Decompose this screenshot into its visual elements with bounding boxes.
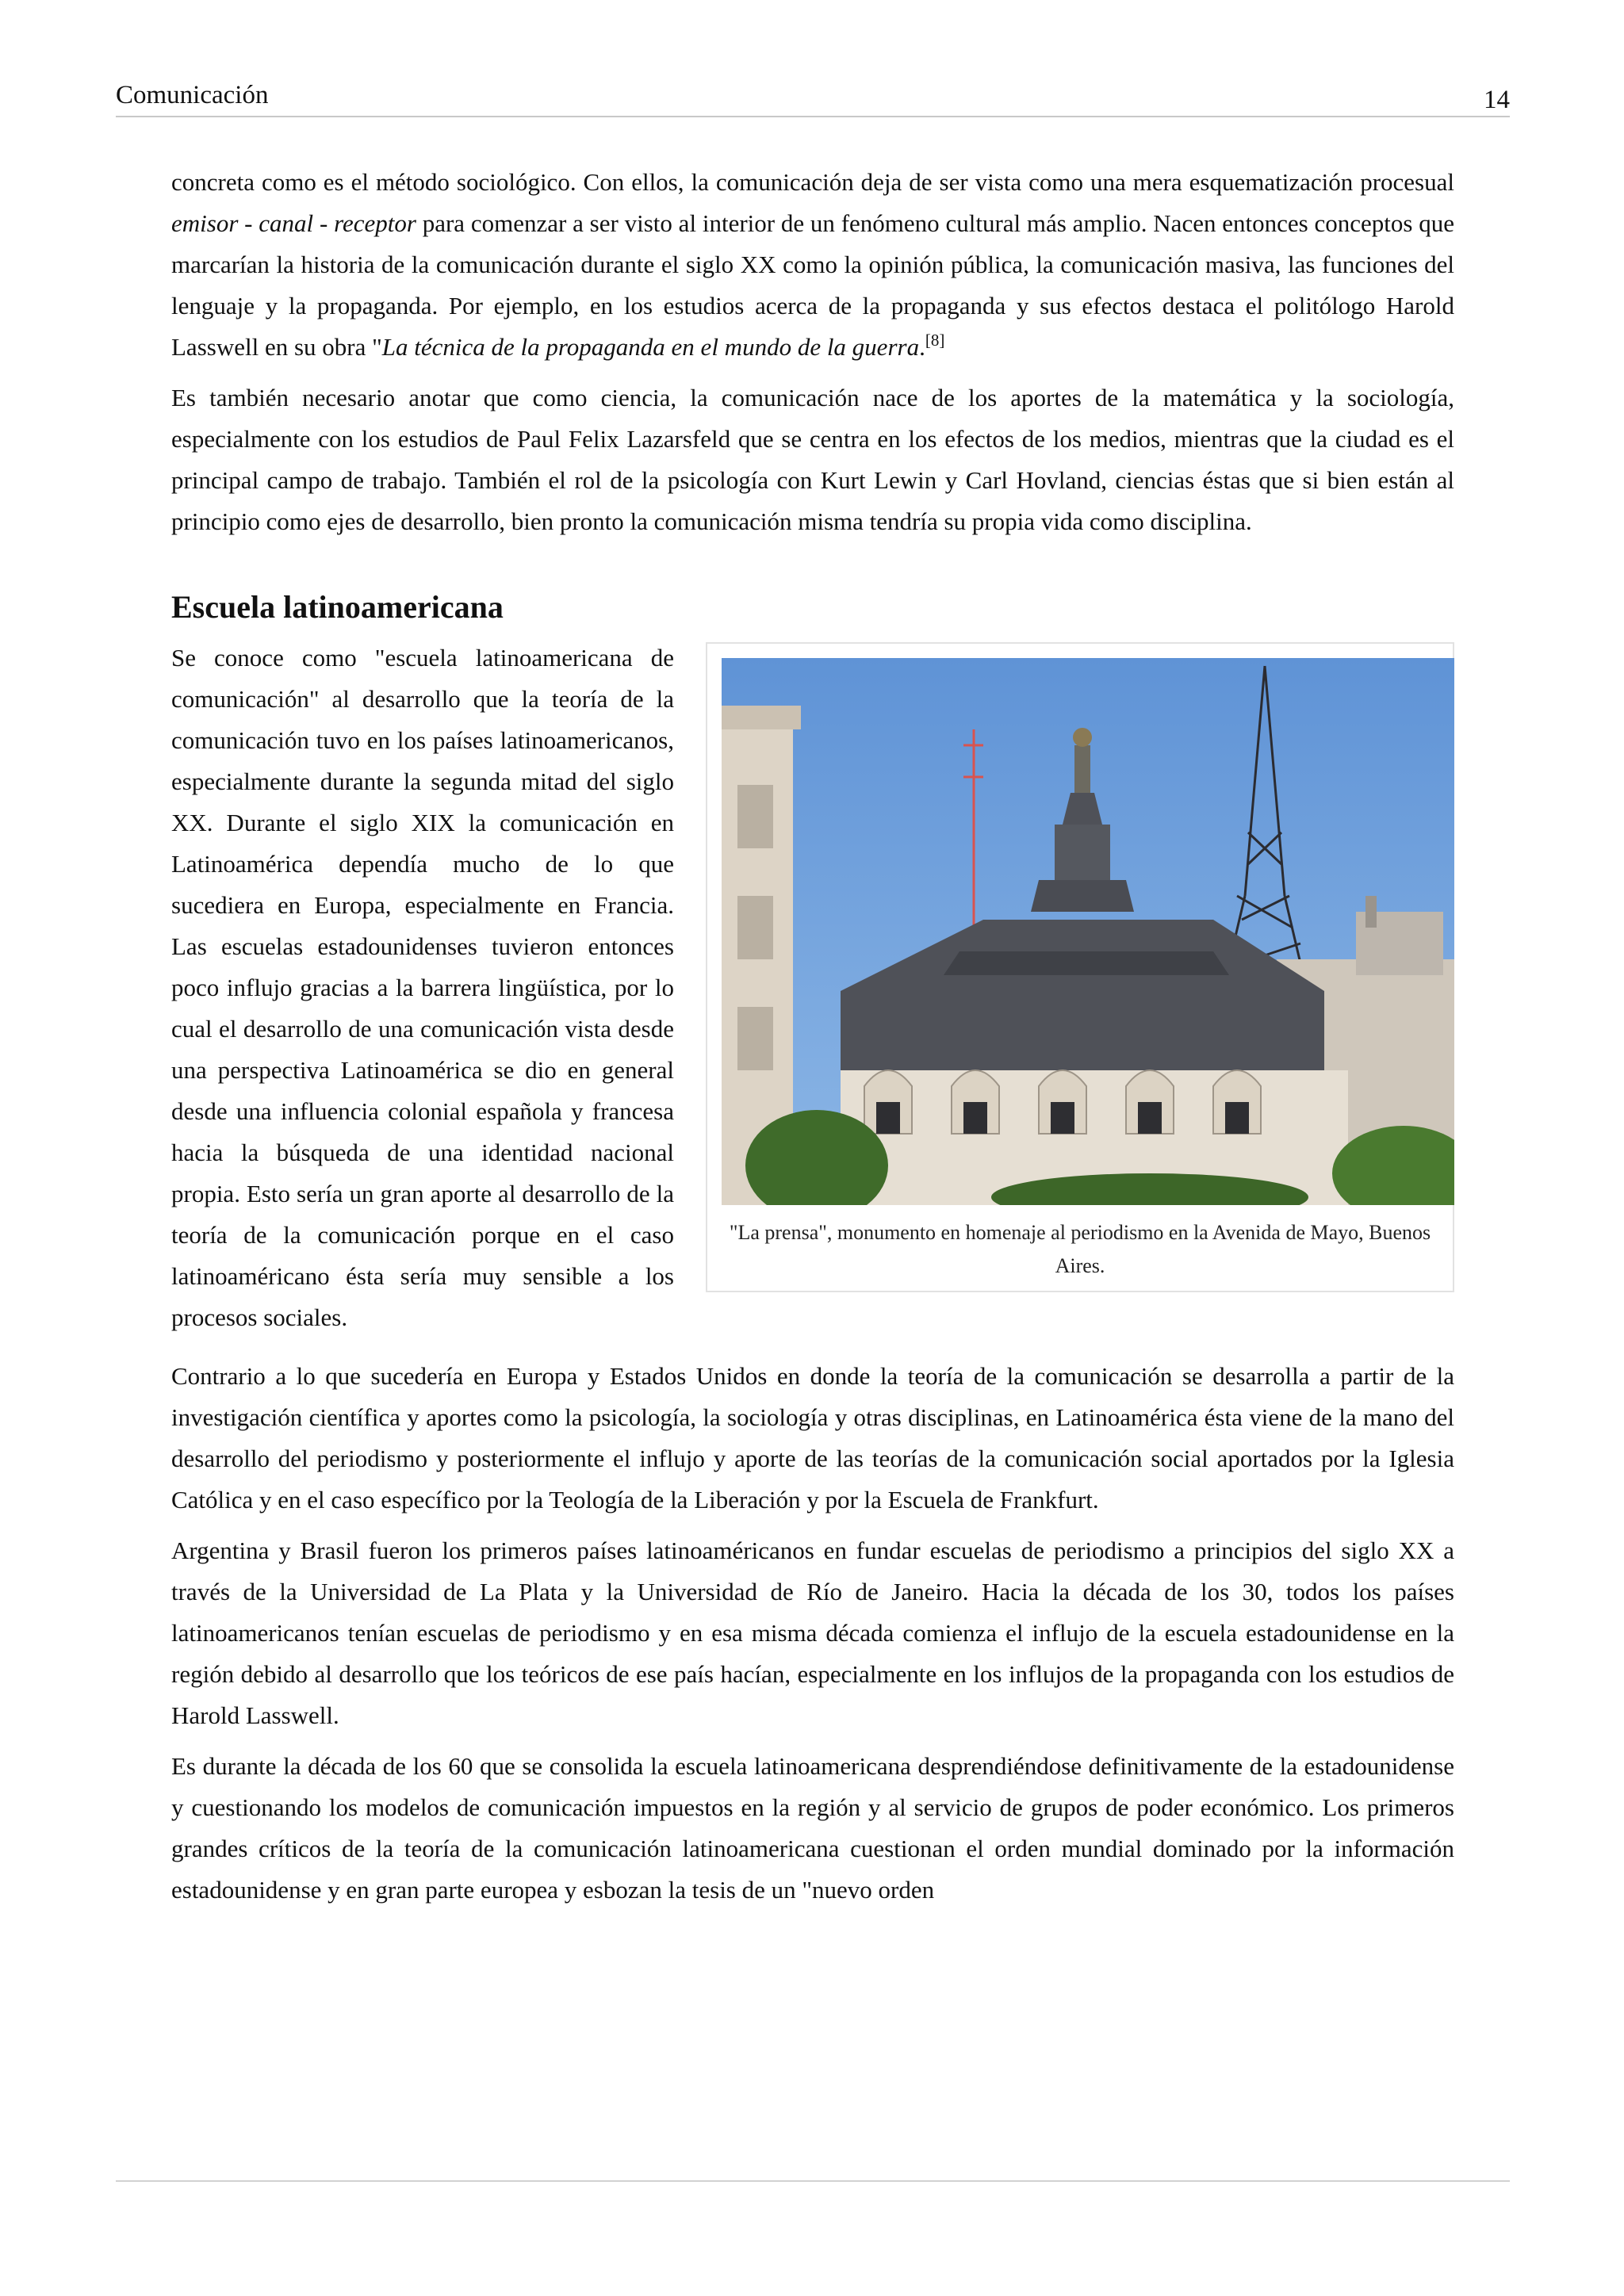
page-header bbox=[116, 79, 1510, 117]
section-heading: Escuela latinoamericana bbox=[171, 589, 504, 625]
italic-term: emisor - canal - receptor bbox=[171, 209, 416, 237]
article-body bbox=[171, 162, 1454, 1911]
reference-link[interactable]: [8] bbox=[925, 331, 945, 350]
paragraph: Contrario a lo que sucedería en Europa y Estados Unidos en donde la teoría de la comunicación se desarrolla a partir de la investigación científica y aportes como la psicología, la sociología y otras disciplinas, en Latinoamérica ésta viene de la mano del desarrollo del periodismo y posteriormente el influjo y aporte de las teorías de la comunicación social aportados por la Iglesia Católica y en el caso específico por la Teología de la Liberación y por la Escuela de Frankfurt. bbox=[171, 1362, 1454, 1513]
paragraph: Es también necesario anotar que como ciencia, la comunicación nace de los aportes de la matemática y la sociología, especialmente con los estudios de Paul Felix Lazarsfeld que se centra en los efectos de los medios, mientras que la ciudad es el principal campo de trabajo. También el rol de la psicología con Kurt Lewin y Carl Hovland, ciencias éstas que si bien están al principio como ejes de desarrollo, bien pronto la comunicación misma tendría su propia vida como disciplina. bbox=[171, 384, 1454, 535]
footer-rule bbox=[116, 2180, 1510, 2182]
paragraph: Se conoce como "escuela latinoamericana de comunicación" al desarrollo que la teoría de la comunicación tuvo en los países latinoamericanos, especialmente durante la segunda mitad del siglo XX. Durante el siglo XIX la comunicación en Latinoamérica dependía mucho de lo que sucediera en Europa, especialmente en Francia. Las escuelas estadounidenses tuvieron entonces poco influjo gracias a la barrera lingüística, por lo cual el desarrollo de una comunicación vista desde una perspectiva Latinoamérica se dio en general desde una influencia colonial española y francesa hacia la búsqueda de una identidad nacional propia. Esto sería un gran aporte al desarrollo de la teoría de la comunicación porque en el caso latinoaméricano ésta sería muy sensible a los procesos sociales. bbox=[171, 644, 674, 1331]
text-run: . bbox=[919, 333, 925, 361]
text-run: para comenzar a ser visto al interior de un fenómeno cultural más amplio. Nacen entonces conceptos que marcarían la historia de la comunicación durante el siglo XX como la opinión pública, la comunicación masiva, las funciones del lenguaje y la propaganda. Por ejemplo, en los estudios acerca de la propaganda y sus efectos destaca el politólogo Harold Lasswell en su obra " bbox=[171, 209, 1454, 361]
text-run: concreta como es el método sociológico. Con ellos, la comunicación deja de ser vista como una mera esquematización procesual bbox=[171, 168, 1454, 196]
italic-book-title: La técnica de la propaganda en el mundo de la guerra bbox=[381, 333, 920, 361]
paragraph: Es durante la década de los 60 que se consolida la escuela latinoamericana desprendiéndose definitivamente de la estadounidense y cuestionando los modelos de comunicación impuestos en la región y al servicio de grupos de poder económico. Los primeros grandes críticos de la teoría de la comunicación latinoamericana cuestionan el orden mundial dominado por la información estadounidense y en gran parte europea y esbozan la tesis de un "nuevo orden bbox=[171, 1752, 1454, 1904]
page-number: 14 bbox=[1484, 86, 1510, 114]
figure-caption: "La prensa", monumento en homenaje al periodismo en la Avenida de Mayo, Buenos Aires. bbox=[729, 1221, 1431, 1277]
paragraph: Argentina y Brasil fueron los primeros países latinoaméricanos en fundar escuelas de periodismo a principios del siglo XX a través de la Universidad de La Plata y la Universidad de Río de Janeiro. Hacia la década de los 30, todos los países latinoamericanos tenían escuelas de periodismo y en esa misma década comienza el influjo de la escuela estadounidense en la región debido al desarrollo que los teóricos de ese país hacían, especialmente en los influjos de la propaganda con los estudios de Harold Lasswell. bbox=[171, 1536, 1454, 1729]
running-title: Comunicación bbox=[116, 81, 269, 109]
la-prensa-photo[interactable] bbox=[722, 658, 1454, 1205]
figure-thumbnail[interactable] bbox=[706, 642, 1454, 1292]
paragraph-continuation bbox=[171, 162, 1454, 368]
